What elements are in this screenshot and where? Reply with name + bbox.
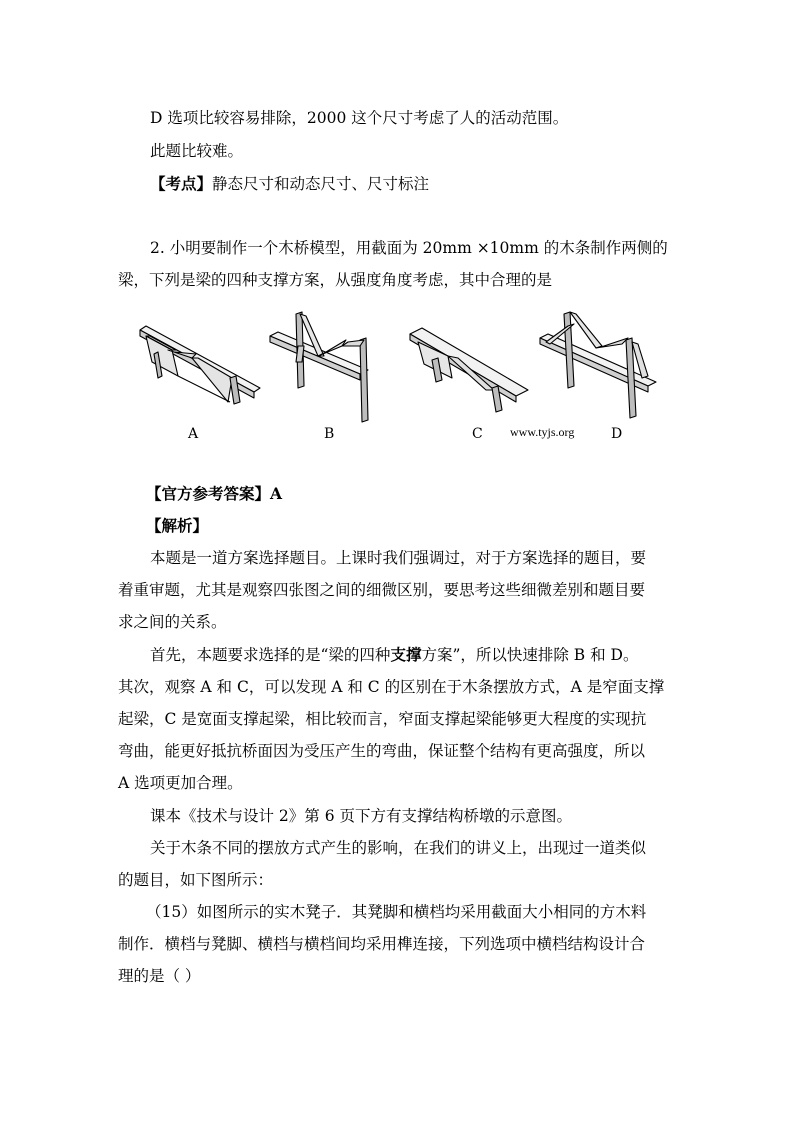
answer-tag: 【官方参考答案】: [146, 484, 271, 503]
text-line: 求之间的关系。: [118, 613, 227, 631]
question-line: 2. 小明要制作一个木桥模型，用截面为 20mm ×10mm 的木条制作两侧的: [150, 239, 668, 257]
text-line: 课本《技术与设计 2》第 6 页下方有支撑结构桥墩的示意图。: [150, 807, 573, 825]
kaodian-text: 静态尺寸和动态尺寸、尺寸标注: [212, 175, 430, 193]
text-line: 弯曲，能更好抵抗桥面因为受压产生的弯曲，保证整个结构有更高强度，所以: [118, 742, 646, 760]
text-line: 首先，本题要求选择的是“梁的四种支撑方案”，所以快速排除 B 和 D。: [150, 645, 639, 664]
answer-value: A: [270, 484, 283, 503]
option-d-drawing: [540, 312, 656, 418]
option-a-drawing: [140, 326, 260, 404]
watermark: www.tyjs.org: [510, 425, 575, 439]
kaodian-tag: 【考点】: [150, 174, 213, 193]
text-line: 起梁，C 是宽面支撑起梁，相比较而言，窄面支撑起梁能够更大程度的实现抗: [118, 710, 647, 728]
figure-label-c: C: [472, 426, 483, 442]
figure-label-b: B: [324, 426, 335, 442]
text-line: 的题目，如下图所示：: [118, 871, 274, 889]
text-line: 制作．横档与凳脚、横档与横档间均采用榫连接，下列选项中横档结构设计合: [118, 935, 646, 953]
figure-label-a: A: [188, 426, 199, 442]
text-line: 着重审题，尤其是观察四张图之间的细微区别，要思考这些细微差别和题目要: [118, 581, 646, 599]
text-line: 其次，观察 A 和 C，可以发现 A 和 C 的区别在于木条摆放方式，A 是窄面支撑: [118, 678, 665, 696]
text-line: 理的是（ ）: [118, 967, 201, 985]
question-line: 梁，下列是梁的四种支撑方案，从强度角度考虑，其中合理的是: [118, 271, 553, 289]
answer-line: [146, 484, 282, 504]
figure-label-d: D: [611, 426, 623, 442]
text-line: （15）如图所示的实木凳子．其凳脚和横档均采用截面大小相同的方木料: [146, 903, 647, 921]
emphasis-text: 支撑: [390, 645, 422, 664]
analysis-heading: 【解析】: [146, 516, 209, 535]
text-line: 关于木条不同的摆放方式产生的影响，在我们的讲义上，出现过一道类似: [150, 839, 647, 857]
text-line: A 选项更加合理。: [118, 774, 243, 792]
text-line: 此题比较难。: [150, 142, 244, 160]
text-line: D 选项比较容易排除，2000 这个尺寸考虑了人的活动范围。: [150, 109, 569, 127]
option-b-drawing: [270, 312, 368, 422]
option-c-drawing: [410, 328, 528, 412]
kaodian-line: [150, 174, 429, 194]
text-line: 本题是一道方案选择题目。上课时我们强调过，对于方案选择的题目，要: [150, 549, 647, 567]
beam-support-figure: [132, 306, 662, 451]
